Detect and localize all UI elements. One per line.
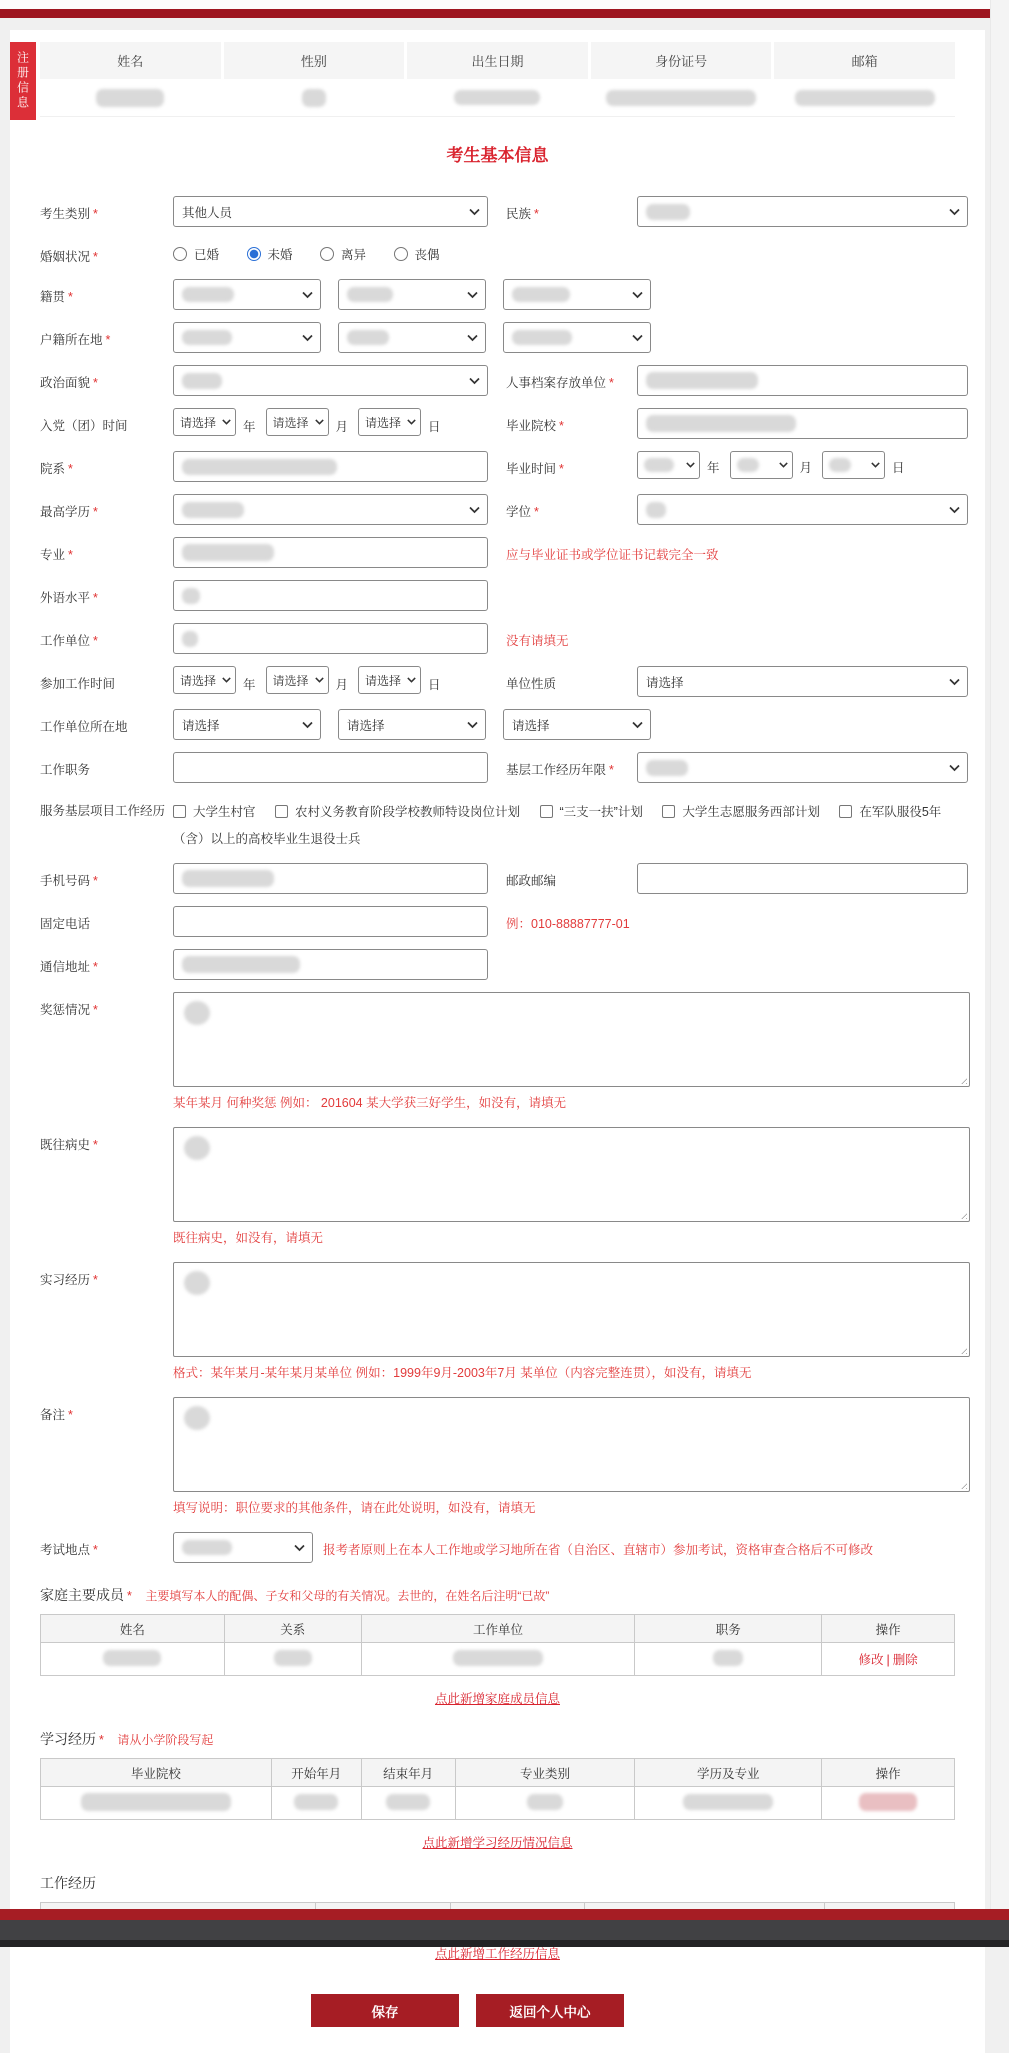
- field-label: 备注 *: [40, 1408, 73, 1422]
- radio-widowed[interactable]: 丧偶: [394, 239, 440, 263]
- graduation-day-select[interactable]: [822, 451, 885, 479]
- degree-select[interactable]: [637, 494, 968, 525]
- form-row: [40, 279, 985, 310]
- foreign-language-input[interactable]: [173, 580, 488, 611]
- chevron-down-icon: [949, 764, 960, 771]
- field-label: 外语水平 *: [40, 591, 98, 605]
- redacted-value: [294, 1794, 338, 1810]
- top-strip: [0, 0, 1009, 9]
- graduation-month-select[interactable]: [730, 451, 793, 479]
- radio-icon: [173, 247, 187, 261]
- chevron-down-icon: [469, 377, 480, 384]
- family-members-section: 家庭主要成员 * 主要填写本人的配偶、子女和父母的有关情况。去世的，在姓名后注明“已故” 姓名 关系 工作单位 职务 操作 修改 | 删除 点此新增家庭成员信息: [40, 1585, 955, 1707]
- redacted-value: [527, 1794, 563, 1810]
- field-label: 民族 *: [506, 207, 539, 221]
- education-history-table: 毕业院校 开始年月 结束年月 专业类别 学历及专业 操作: [40, 1758, 955, 1820]
- redacted-value: [182, 330, 232, 345]
- page-title: 考生基本信息: [446, 146, 549, 165]
- redacted-value: [512, 287, 570, 302]
- redacted-value: [184, 1136, 210, 1160]
- field-label: 工作职务: [40, 763, 91, 777]
- form-row: [40, 322, 985, 353]
- work-unit-input[interactable]: [173, 623, 488, 654]
- form-row: [40, 537, 985, 568]
- chevron-down-icon: [467, 721, 478, 728]
- form-row: [40, 1532, 985, 1563]
- resize-handle-icon[interactable]: [958, 1075, 967, 1084]
- form-row: [40, 906, 985, 937]
- redacted-value: [182, 459, 337, 475]
- field-label: 最高学历 *: [40, 505, 98, 519]
- footer-bottom-band: [0, 1940, 1009, 1947]
- summary-header-birthdate: 出生日期: [407, 42, 588, 79]
- work-location-city-select[interactable]: 请选择: [338, 709, 486, 740]
- form-row: [40, 580, 985, 611]
- field-label: 既往病史 *: [40, 1138, 98, 1152]
- field-label: 院系 *: [40, 462, 73, 476]
- radio-married[interactable]: 已婚: [173, 239, 219, 263]
- redacted-value: [347, 330, 389, 345]
- field-label: 专业 *: [40, 548, 73, 562]
- field-label: 邮政邮编: [506, 874, 557, 888]
- field-label: 毕业院校 *: [506, 419, 564, 433]
- form-row: 入党（团）时间 请选择 年 请选择 月 请选择 日 毕业院校 *: [40, 408, 985, 439]
- redacted-value: [683, 1794, 773, 1810]
- redacted-value: [646, 415, 796, 432]
- chevron-down-icon: [469, 506, 480, 513]
- summary-header-email: 邮箱: [774, 42, 955, 79]
- section-note: 请从小学阶段写起: [117, 1733, 214, 1747]
- redacted-value: [859, 1793, 917, 1811]
- redacted-value: [182, 1540, 232, 1555]
- radio-icon: [394, 247, 408, 261]
- field-hint: 某年某月 何种奖惩 例如： 201604 某大学获三好学生，如没有，请填无: [173, 1096, 567, 1110]
- field-label: 政治面貌 *: [40, 376, 98, 390]
- redacted-value: [182, 631, 198, 647]
- radio-icon: [320, 247, 334, 261]
- section-title: 家庭主要成员: [40, 1587, 124, 1603]
- sidebar-tab-label: 注册信息: [15, 51, 30, 111]
- redacted-value: [453, 1650, 543, 1666]
- section-note: 主要填写本人的配偶、子女和父母的有关情况。去世的，在姓名后注明“已故”: [145, 1589, 550, 1603]
- party-join-year-select[interactable]: 请选择: [173, 408, 236, 436]
- education-history-section: 学习经历 * 请从小学阶段写起 毕业院校 开始年月 结束年月 专业类别 学历及专业 操作 点此新增学习经历情况信息: [40, 1729, 955, 1851]
- checkbox-icon: [839, 805, 852, 818]
- form-row: [40, 709, 985, 740]
- scrollbar[interactable]: [990, 0, 1009, 1947]
- field-hint: 没有请填无: [506, 634, 569, 648]
- chevron-down-icon: [632, 334, 643, 341]
- edit-family-member-link[interactable]: 修改: [858, 1653, 884, 1667]
- redacted-value: [184, 1406, 210, 1430]
- unit-nature-select[interactable]: 请选择: [637, 666, 968, 697]
- form-row: [40, 863, 985, 894]
- add-work-history-link[interactable]: 点此新增工作经历信息: [434, 1947, 560, 1961]
- form-row: [40, 365, 985, 396]
- redacted-value: [646, 502, 666, 518]
- chevron-down-icon: [222, 677, 231, 683]
- redacted-value: [646, 204, 690, 220]
- field-label: 籍贯 *: [40, 290, 73, 304]
- page-footer: [0, 1909, 1009, 1947]
- redacted-value: [646, 372, 758, 389]
- remarks-textarea[interactable]: [173, 1397, 970, 1492]
- redacted-value: [81, 1793, 231, 1811]
- checkbox-three-supports-program[interactable]: “三支一扶”计划: [540, 805, 643, 819]
- section-title: 学习经历: [40, 1731, 96, 1747]
- redacted-value: [829, 458, 851, 472]
- chevron-down-icon: [779, 462, 788, 468]
- ethnicity-select[interactable]: [637, 196, 968, 227]
- table-row: 修改 | 删除: [41, 1643, 955, 1676]
- redacted-value: [302, 89, 326, 107]
- top-red-bar: [0, 9, 990, 18]
- field-hint: 报考者原则上在本人工作地或学习地所在省（自治区、直辖市）参加考试，资格审查合格后不可修改: [323, 1543, 874, 1557]
- household-province-select[interactable]: [173, 322, 321, 353]
- add-family-member-link[interactable]: 点此新增家庭成员信息: [434, 1692, 560, 1706]
- field-label: 考生类别 *: [40, 207, 98, 221]
- delete-family-member-link[interactable]: 删除: [892, 1653, 918, 1667]
- work-start-day-select[interactable]: 请选择: [358, 666, 421, 694]
- redacted-value: [182, 502, 244, 518]
- highest-education-select[interactable]: [173, 494, 488, 525]
- political-status-select[interactable]: [173, 365, 488, 396]
- field-label: 工作单位 *: [40, 634, 98, 648]
- section-title: 工作经历: [40, 1875, 96, 1891]
- chevron-down-icon: [949, 678, 960, 685]
- field-label: 奖惩情况 *: [40, 1003, 98, 1017]
- field-label: 工作单位所在地: [40, 720, 128, 734]
- table-row: [41, 1787, 955, 1820]
- party-join-day-select[interactable]: 请选择: [358, 408, 421, 436]
- resize-handle-icon[interactable]: [958, 1345, 967, 1354]
- redacted-value: [454, 90, 540, 105]
- main-panel: [10, 30, 985, 2053]
- chevron-down-icon: [467, 334, 478, 341]
- chevron-down-icon: [302, 334, 313, 341]
- rewards-textarea[interactable]: [173, 992, 970, 1087]
- field-label: 人事档案存放单位 *: [506, 376, 614, 390]
- redacted-value: [103, 1650, 161, 1666]
- sidebar-tab-registration-info[interactable]: [10, 42, 36, 120]
- redacted-value: [96, 89, 164, 107]
- checkbox-icon: [173, 805, 186, 818]
- chevron-down-icon: [467, 291, 478, 298]
- form-row: [40, 992, 985, 1087]
- landline-input[interactable]: [173, 906, 488, 937]
- chevron-down-icon: [302, 721, 313, 728]
- chevron-down-icon: [407, 419, 416, 425]
- form-row: [40, 752, 985, 783]
- redacted-value: [512, 330, 572, 345]
- internship-textarea[interactable]: [173, 1262, 970, 1357]
- graduation-year-select[interactable]: [637, 451, 700, 479]
- summary-header-name: 姓名: [40, 42, 221, 79]
- add-education-history-link[interactable]: 点此新增学习经历情况信息: [422, 1836, 573, 1850]
- checkbox-village-official[interactable]: 大学生村官: [173, 805, 256, 819]
- chevron-down-icon: [469, 208, 480, 215]
- redacted-value: [795, 90, 935, 106]
- field-label: 单位性质: [506, 677, 557, 691]
- resize-handle-icon[interactable]: [958, 1480, 967, 1489]
- family-members-table: 姓名 关系 工作单位 职务 操作 修改 | 删除: [40, 1614, 955, 1676]
- chevron-down-icon: [302, 291, 313, 298]
- chevron-down-icon: [294, 1544, 305, 1551]
- radio-divorced[interactable]: 离异: [320, 239, 366, 263]
- field-label: 服务基层项目工作经历: [40, 804, 166, 818]
- redacted-value: [644, 458, 674, 472]
- work-start-year-select[interactable]: 请选择: [173, 666, 236, 694]
- chevron-down-icon: [949, 506, 960, 513]
- form-row: [40, 239, 985, 265]
- chevron-down-icon: [632, 291, 643, 298]
- candidate-type-select[interactable]: 其他人员: [173, 196, 488, 227]
- chevron-down-icon: [315, 677, 324, 683]
- redacted-value: [347, 287, 393, 302]
- form-row: [40, 1262, 985, 1357]
- field-label: 实习经历 *: [40, 1273, 98, 1287]
- work-location-province-select[interactable]: 请选择: [173, 709, 321, 740]
- summary-header-id-number: 身份证号: [591, 42, 772, 79]
- field-label: 通信地址 *: [40, 960, 98, 974]
- exam-site-select[interactable]: [173, 1532, 313, 1563]
- form-row: [40, 623, 985, 654]
- field-label: 学位 *: [506, 505, 539, 519]
- redacted-value: [274, 1650, 312, 1666]
- native-place-province-select[interactable]: [173, 279, 321, 310]
- work-start-month-select[interactable]: 请选择: [266, 666, 329, 694]
- redacted-value: [182, 588, 200, 604]
- redacted-value: [646, 760, 688, 776]
- redacted-value: [184, 1001, 210, 1025]
- form-row: [40, 795, 985, 853]
- chevron-down-icon: [871, 462, 880, 468]
- household-city-select[interactable]: [338, 322, 486, 353]
- form-row: [40, 949, 985, 980]
- field-label: 固定电话: [40, 917, 91, 931]
- registration-summary-table: [40, 42, 955, 117]
- party-join-month-select[interactable]: 请选择: [266, 408, 329, 436]
- checkbox-rural-teacher-program[interactable]: 农村义务教育阶段学校教师特设岗位计划: [275, 805, 520, 819]
- field-label: 入党（团）时间: [40, 419, 128, 433]
- mailing-address-input[interactable]: [173, 949, 488, 980]
- radio-unmarried[interactable]: 未婚: [247, 239, 293, 263]
- work-location-county-select[interactable]: 请选择: [503, 709, 651, 740]
- field-label: 基层工作经历年限 *: [506, 763, 614, 777]
- archive-unit-input[interactable]: [637, 365, 968, 396]
- form-row: [40, 494, 985, 525]
- chevron-down-icon: [949, 208, 960, 215]
- redacted-value: [737, 458, 759, 472]
- chevron-down-icon: [315, 419, 324, 425]
- field-hint: 格式：某年某月-某年某月某单位 例如：1999年9月-2003年7月 某单位（内容完整连贯），如没有，请填无: [173, 1366, 752, 1380]
- redacted-value: [606, 90, 756, 106]
- chevron-down-icon: [686, 462, 695, 468]
- field-hint: 填写说明：职位要求的其他条件，请在此处说明，如没有，请填无: [173, 1501, 536, 1515]
- field-label: 毕业时间 *: [506, 462, 564, 476]
- field-label: 参加工作时间: [40, 677, 116, 691]
- summary-data-row: [40, 79, 955, 117]
- household-county-select[interactable]: [503, 322, 651, 353]
- form-row: 参加工作时间 请选择 年 请选择 月 请选择 日 单位性质 请选择: [40, 666, 985, 697]
- checkbox-icon: [275, 805, 288, 818]
- footer-dark-band: [0, 1920, 1009, 1940]
- field-hint: 既往病史，如没有，请填无: [173, 1231, 324, 1245]
- graduation-school-input[interactable]: [637, 408, 968, 439]
- job-title-input[interactable]: [173, 752, 488, 783]
- field-hint: 应与毕业证书或学位证书记载完全一致: [506, 548, 719, 562]
- mobile-number-input[interactable]: [173, 863, 488, 894]
- radio-checked-icon: [247, 247, 261, 261]
- checkbox-western-volunteer-program[interactable]: 大学生志愿服务西部计划: [662, 805, 820, 819]
- form-row: [40, 1397, 985, 1492]
- form-row: 院系 * 毕业时间 * 年 月 日: [40, 451, 985, 482]
- major-input[interactable]: [173, 537, 488, 568]
- checkbox-icon: [662, 805, 675, 818]
- postcode-input[interactable]: [637, 863, 968, 894]
- native-place-city-select[interactable]: [338, 279, 486, 310]
- redacted-value: [182, 373, 222, 389]
- field-label: 考试地点 *: [40, 1543, 98, 1557]
- redacted-value: [182, 956, 300, 973]
- medical-history-textarea[interactable]: [173, 1127, 970, 1222]
- department-input[interactable]: [173, 451, 488, 482]
- chevron-down-icon: [407, 677, 416, 683]
- redacted-value: [182, 870, 274, 887]
- redacted-value: [182, 287, 234, 302]
- form-row: [40, 196, 985, 227]
- field-label: 户籍所在地 *: [40, 333, 111, 347]
- field-label: 手机号码 *: [40, 874, 98, 888]
- checkbox-icon: [540, 805, 553, 818]
- redacted-value: [184, 1271, 210, 1295]
- back-to-personal-center-button[interactable]: 返回个人中心: [476, 1994, 624, 2027]
- footer-red-stripe: [0, 1909, 1009, 1920]
- field-label: 婚姻状况 *: [40, 250, 98, 264]
- save-button[interactable]: 保存: [311, 1994, 459, 2027]
- native-place-county-select[interactable]: [503, 279, 651, 310]
- chevron-down-icon: [632, 721, 643, 728]
- summary-header-gender: 性别: [224, 42, 405, 79]
- field-hint: 例：010-88887777-01: [506, 917, 630, 931]
- form-row: [40, 1127, 985, 1222]
- chevron-down-icon: [222, 419, 231, 425]
- grassroots-experience-years-select[interactable]: [637, 752, 968, 783]
- redacted-value: [713, 1650, 743, 1666]
- resize-handle-icon[interactable]: [958, 1210, 967, 1219]
- redacted-value: [182, 544, 274, 561]
- redacted-value: [386, 1794, 430, 1810]
- checkbox-veteran-graduate[interactable]: 在军队服役5年（含）以上的高校毕业生退役士兵: [173, 805, 942, 846]
